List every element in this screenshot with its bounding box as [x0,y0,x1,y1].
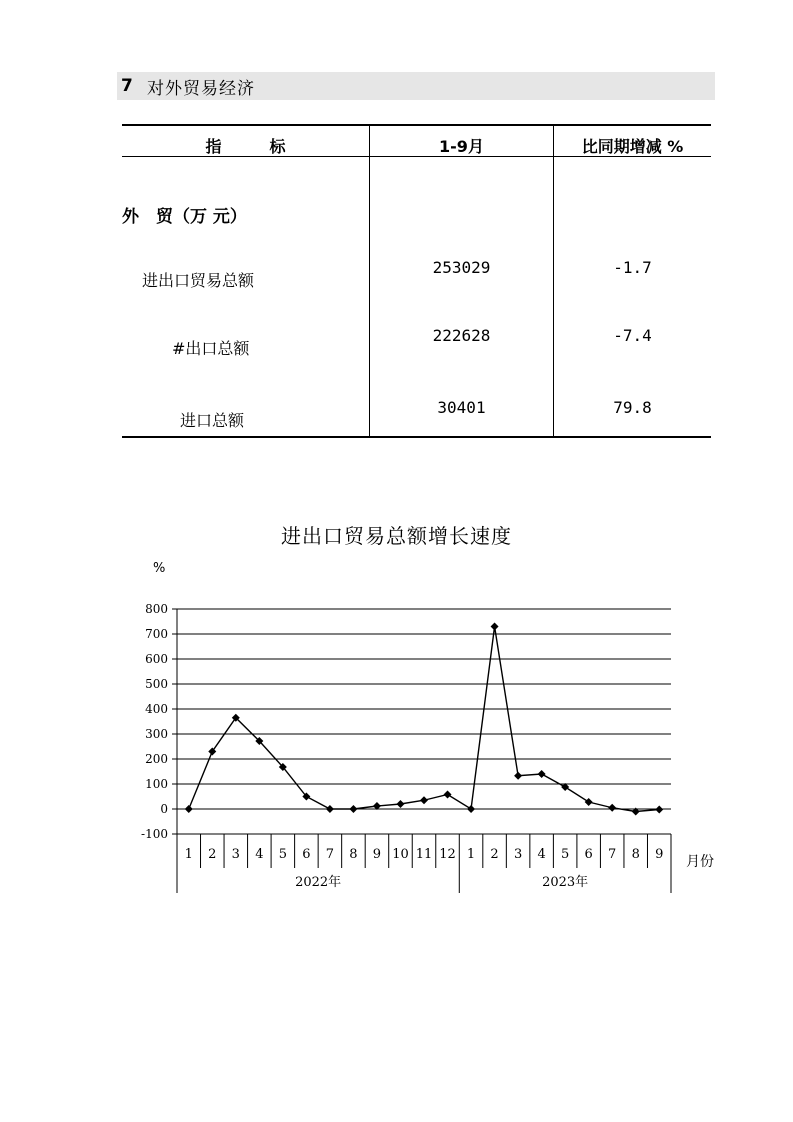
month-label: 1 [184,847,193,862]
data-point [420,796,428,804]
month-label: 1 [466,847,476,862]
month-label: 11 [415,847,433,862]
row-value: 253029 [432,258,491,277]
header-change: 比同期增减 % [581,137,684,156]
month-label: 8 [349,847,358,862]
y-axis-unit-label: % [153,561,166,576]
month-label: 6 [302,847,311,862]
year-label: 2022年 [295,875,342,890]
year-label: 2023年 [542,875,589,890]
y-tick-label: 700 [145,627,168,641]
y-tick-label: 500 [145,677,168,691]
month-label: 4 [537,847,546,862]
y-tick-label: -100 [141,827,168,841]
data-point [185,805,193,813]
data-point [467,805,475,813]
y-tick-label: 0 [160,802,168,816]
month-label: 7 [325,847,335,862]
chart-title: 进出口贸易总额增长速度 [281,524,512,548]
data-point [538,770,546,778]
month-label: 2 [208,847,217,862]
row-change: -1.7 [613,258,652,277]
section-title: 对外贸易经济 [147,78,255,99]
row-change: -7.4 [613,326,652,345]
month-label: 4 [255,847,264,862]
y-tick-label: 100 [145,777,168,791]
month-label: 2 [490,847,499,862]
y-tick-label: 800 [145,602,168,616]
data-point [396,800,404,808]
row-value: 30401 [437,398,486,417]
month-label: 5 [561,847,570,862]
y-tick-label: 600 [145,652,168,666]
header-indicator: 指 标 [205,137,286,156]
data-point [608,804,616,812]
x-axis-label: 月份 [686,854,714,870]
y-tick-label: 200 [145,752,168,766]
row-name: #出口总额 [172,339,250,358]
month-label: 5 [278,847,287,862]
month-label: 3 [231,847,240,862]
data-point [514,772,522,780]
month-label: 9 [372,847,382,862]
data-point [655,806,663,814]
row-name: 进口总额 [180,411,245,430]
month-label: 6 [584,847,593,862]
data-point [491,623,499,631]
row-value: 222628 [432,326,491,345]
data-point [326,805,334,813]
month-label: 10 [392,847,409,862]
row-change: 79.8 [613,398,652,417]
month-label: 8 [631,847,640,862]
month-label: 9 [655,847,664,862]
data-point [444,791,452,799]
data-point [585,798,593,806]
header-period: 1-9月 [439,137,484,156]
y-tick-label: 300 [145,727,168,741]
data-point [349,805,357,813]
row-name: 进出口贸易总额 [142,271,255,290]
y-tick-label: 400 [145,702,168,716]
month-label: 12 [439,847,456,862]
month-label: 3 [513,847,523,862]
section-number: 7 [121,76,133,96]
month-label: 7 [608,847,617,862]
group-label: 外 贸（万 元） [122,207,247,227]
